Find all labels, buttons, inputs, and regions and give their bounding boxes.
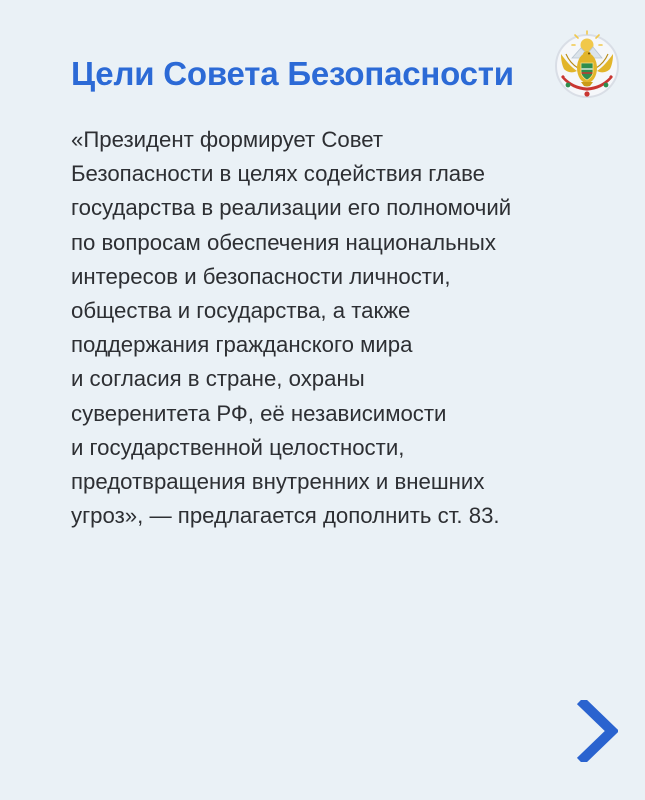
body-line: предотвращения внутренних и внешних: [71, 469, 485, 495]
chevron-right-icon[interactable]: [576, 700, 618, 762]
body-line: угроз», — предлагается дополнить ст. 83.: [71, 503, 500, 529]
body-line: «Президент формирует Совет: [71, 127, 384, 152]
body-line: и согласия в стране, охраны: [71, 366, 365, 392]
body-line: по вопросам обеспечения национальных: [71, 229, 496, 255]
body-text: [71, 123, 591, 533]
body-line: и государственной целостности,: [71, 434, 405, 460]
dagestan-coat-of-arms-icon: [552, 30, 622, 102]
slide-title: Цели Совета Безопасности: [71, 55, 514, 92]
body-line: поддержания гражданского мира: [71, 332, 413, 358]
body-line: интересов и безопасности личности,: [71, 263, 451, 289]
body-line: Безопасности в целях содействия главе: [71, 161, 486, 187]
body-line: общества и государства, а также: [71, 298, 411, 324]
body-line: суверенитета РФ, её независимости: [71, 400, 447, 426]
body-line: государства в реализации его полномочий: [71, 195, 512, 221]
